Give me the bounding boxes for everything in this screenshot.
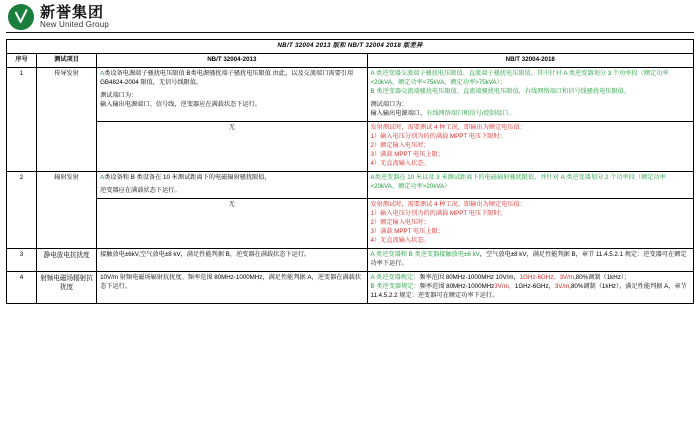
text-2018-r2-p1: 类逆变器在 10 米以及 3 米测试距离下的电磁辐射骚扰限值，并针对 A 类逆变器划分 2 个功率段（额定功率<20kVA、额定功率>20kVA） <box>370 173 666 190</box>
row-no-2: 2 <box>7 171 37 248</box>
text-2013-r1-p1a: 类设备电源端子骚扰电压限值 B <box>104 69 191 77</box>
text-2018-r4-l1-black1: 频率范围 80MHz-1000MHz 10V/m， <box>419 273 520 281</box>
text-2018-r1-p2: B 类逆变器交流端骚扰电压限值、直流端骚扰电压限值，有线网络端口和信号线骚扰电压限值。 <box>370 87 631 95</box>
comparison-table-container <box>0 33 700 304</box>
text-2018-r4-l2-red1: 3V/m， <box>494 282 515 290</box>
comparison-table <box>6 39 694 304</box>
text-2018-r1-p1: A 类逆变器交流端子骚扰电压限值、直流端子骚扰电压限值，其中针对 A 类逆变器划分 3 个功率段（额定功率<20kVA、额定功率<75kVA、额定功率>75kVA）； <box>370 69 669 86</box>
text-2018-r4-l2-black3: ,80%调制（1kHz），满足性能判据 A，章节 11.4.5.2.2 规定：逆变器可在额定功率下运行。 <box>370 282 687 299</box>
text-2018-r1-p4-item-4: 4）无直流输入状态。 <box>370 159 430 167</box>
text-2018-r1-p3-title: 测试端口为： <box>370 100 408 108</box>
text-2018-r2-p2-item-1: 1）输入电压分别为的的满载 MPPT 电压下限时； <box>370 209 506 217</box>
text-2018-r4-l1-black2: ,80%调制（1kHz）； <box>574 273 631 281</box>
text-2013-r2-p1-pre: A <box>100 173 105 181</box>
cell-2018-row2-extra <box>367 198 694 248</box>
text-2013-r1-p2-title: 测试端口为： <box>100 91 138 99</box>
text-2018-r4-l2-black1: 频率范围 80MHz-1000MHz <box>419 282 495 290</box>
cell-2018-row1 <box>367 67 694 121</box>
row-no-1: 1 <box>7 67 37 171</box>
cell-2018-row3 <box>367 248 694 271</box>
brand-header <box>0 0 700 32</box>
row-item-4: 射频电磁场辐射抗扰度 <box>37 271 97 303</box>
table-title: NB/T 32004 2013 版和 NB/T 32004 2018 版差异 <box>7 40 694 54</box>
text-2018-r1-p4-title: 发射测试时，需要测试 4 种工况，即输出为额定电压值： <box>370 123 526 131</box>
row-item-3: 静电放电抗扰度 <box>37 248 97 271</box>
table-title-row <box>7 40 694 54</box>
text-2013-r2-p2: 逆变器应在满载状态下运行。 <box>100 186 181 194</box>
cell-2013-row2 <box>97 171 367 198</box>
text-2013-r1-p1-pre: A <box>100 69 105 77</box>
row-no-3: 3 <box>7 248 37 271</box>
column-header-2013: NB/T 32004-2013 <box>97 53 367 67</box>
text-2018-r2-p2-item-3: 3）满载 MPPT 电压上限； <box>370 227 444 235</box>
table-row <box>7 271 694 303</box>
green-circle-check-logo-icon <box>8 4 34 30</box>
text-2018-r2-p1-pre: A <box>370 173 375 181</box>
text-2013-r1-p1b: 类电源骚扰端子骚扰电压限值 由此，以及交流端口需要引用 GB4824-2004 限值，无信号线限值。 <box>100 69 354 86</box>
cell-2018-row1-extra <box>367 121 694 171</box>
text-2018-r4-l2-pre: B 类逆变器规定： <box>370 282 420 290</box>
brand-name-cn: 新誉集团 <box>40 3 105 21</box>
cell-2013-row3: 接触放电±6kV,空气放电±8 kV，满足性能判据 B，逆变器在满载状态下运行。 <box>97 248 367 271</box>
row-item-1: 传导发射 <box>37 67 97 171</box>
table-row <box>7 67 694 121</box>
row-no-4: 4 <box>7 271 37 303</box>
text-2013-r2-p1: 类设备和 B 类设备在 10 米测试距离下的电磁辐射骚扰限值， <box>104 173 271 181</box>
brand-text <box>40 5 109 29</box>
text-2018-r3-rest: ，空气放电±8 kV，满足性能判据 B，章节 11.4.5.2.1 规定：逆变器可在额定功率下运行。 <box>370 250 687 267</box>
text-2018-r1-p4-item-3: 3）满载 MPPT 电压上限； <box>370 150 444 158</box>
table-row <box>7 198 694 248</box>
brand-name-en: New United Group <box>40 19 110 29</box>
cell-2018-row4 <box>367 271 694 303</box>
table-header-row <box>7 53 694 67</box>
text-2018-r3-pre: A 类逆变器和 B 类逆变器 <box>370 250 440 258</box>
table-row <box>7 248 694 271</box>
cell-2013-row1-none: 无 <box>97 121 367 171</box>
text-2018-r4-l2-black2: 1GHz-6GHz， <box>514 282 555 290</box>
table-row <box>7 171 694 198</box>
text-2018-r4-l2-red2: 3V/m <box>554 282 570 290</box>
row-item-2: 辐射发射 <box>37 171 97 248</box>
text-2018-r1-p3-green: 有线网络端口和信号/控制端口。 <box>426 109 515 117</box>
cell-2018-row2 <box>367 171 694 198</box>
text-2018-r3-green2: 接触放电±6 kV <box>439 250 480 258</box>
text-2018-r1-p4-item-1: 1）输入电压分别为的的满载 MPPT 电压下限时； <box>370 132 506 140</box>
column-header-no: 序号 <box>7 53 37 67</box>
column-header-item: 测试项目 <box>37 53 97 67</box>
text-2018-r4-l1-pre: A 类逆变器规定： <box>370 273 420 281</box>
text-2018-r1-p3-pre: 输入输出电源端口、 <box>370 109 427 117</box>
text-2018-r2-p2-item-2: 2）额定输入电压时； <box>370 218 430 226</box>
table-row <box>7 121 694 171</box>
column-header-2018: NB/T 32004-2018 <box>367 53 694 67</box>
text-2018-r4-l1-red: 1GHz-6GHz，3V/m <box>519 273 575 281</box>
cell-2013-row1 <box>97 67 367 121</box>
text-2018-r1-p4-item-2: 2）额定输入电压时； <box>370 141 430 149</box>
cell-2013-row4: 10V/m 射频电磁场辐射抗扰度、频率范围 80MHz-1000MHz，满足性能判据 A，逆变器在满载状态下运行。 <box>97 271 367 303</box>
cell-2013-row2-none: 无 <box>97 198 367 248</box>
text-2018-r2-p2-item-4: 4）无直流输入状态。 <box>370 236 430 244</box>
text-2013-r1-p2-body: 输入输出电源端口、信号线，逆变器应在满载状态下运行。 <box>100 100 261 108</box>
text-2018-r2-p2-title: 发射测试时，需要测试 4 种工况，即输出为额定电压值： <box>370 200 526 208</box>
